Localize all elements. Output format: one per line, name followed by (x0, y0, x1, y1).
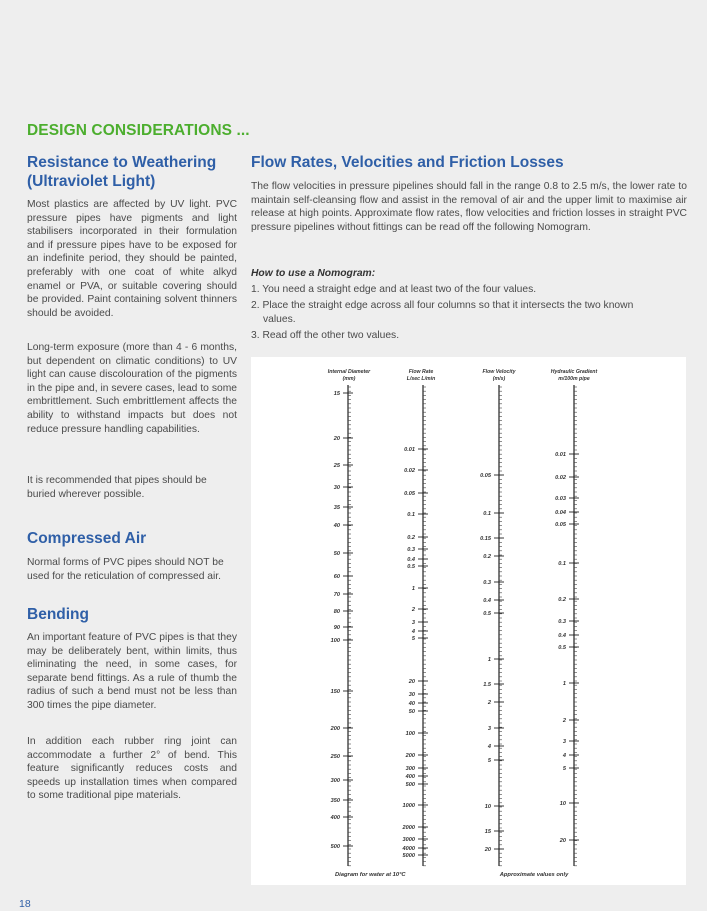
nomogram-footer-left: Diagram for water at 10°C (335, 872, 406, 878)
axis-header-unit: (m/s) (492, 376, 506, 382)
tick-label: 2 (487, 700, 491, 706)
tick-label: 0.2 (558, 597, 566, 603)
tick-label: 0.05 (404, 491, 415, 497)
compressed-air-title: Compressed Air (27, 530, 147, 547)
tick-label: 25 (333, 463, 340, 469)
tick-label: 250 (330, 754, 340, 760)
tick-label: 400 (330, 815, 340, 821)
tick-label: 400 (405, 774, 415, 780)
nomogram-footer-right: Approximate values only (499, 872, 569, 878)
tick-label: 20 (333, 436, 340, 442)
paragraph-text: The flow velocities in pressure pipelines should fall in the range 0.8 to 2.5 m/s, the lower rate to maintain self-cleansing flow and assist in the removal of air and the upper limit to maximise air release at high points. Approximate flow rates, flow velocities and friction losses in straight PVC pressure pipelines without fittings can be read off the following Nomogram. (251, 181, 687, 233)
tick-label: 0.05 (480, 473, 491, 479)
tick-label: 20 (484, 847, 491, 853)
tick-label: 3 (411, 620, 415, 626)
tick-label: 90 (333, 625, 340, 631)
tick-label: 3 (487, 726, 491, 732)
how-to-section (251, 268, 687, 343)
tick-label: 0.4 (483, 598, 491, 604)
tick-label: 0.4 (558, 633, 566, 639)
paragraph-text: In addition each rubber ring joint can accommodate a further 2° of bend. This feature significantly reduces costs and speeds up installation times when compared to some traditional pipe materials. (27, 736, 237, 802)
steps-list (251, 283, 687, 343)
axis-header: Hydraulic Gradient (550, 369, 598, 375)
tick-label: 35 (333, 505, 340, 511)
paragraph-text: It is recommended that pipes should be buried wherever possible. (27, 475, 207, 500)
tick-label: 3 (562, 739, 566, 745)
flow-section (251, 153, 687, 172)
tick-label: 40 (408, 701, 415, 707)
bending-para1 (27, 631, 237, 713)
tick-label: 0.5 (558, 645, 566, 651)
weathering-title-line2: (Ultraviolet Light) (27, 173, 156, 190)
weathering-para3 (27, 474, 237, 501)
tick-label: 0.02 (555, 475, 566, 481)
page-heading: DESIGN CONSIDERATIONS ... (27, 122, 250, 139)
axis-header-unit: (mm) (342, 376, 356, 382)
tick-label: 5 (411, 636, 415, 642)
tick-label: 0.1 (407, 512, 415, 518)
tick-label: 0.2 (483, 554, 491, 560)
tick-label: 15 (484, 829, 491, 835)
weathering-para1 (27, 198, 237, 320)
paragraph-text: An important feature of PVC pipes is that they may be deliberately bent, within limits, thus eliminating the need, in some cases, for separate bend fittings. As a rule of thumb the radius of such a bend must not be less than 300 times the pipe diameter. (27, 632, 237, 711)
bending-section (27, 605, 237, 624)
tick-label: 40 (333, 523, 340, 529)
tick-label: 70 (333, 592, 340, 598)
tick-label: 0.3 (558, 619, 566, 625)
tick-label: 300 (405, 766, 415, 772)
step-line: 3. Read off the other two values. (251, 330, 400, 341)
tick-label: 0.2 (407, 535, 415, 541)
tick-label: 10 (559, 801, 566, 807)
tick-label: 350 (330, 798, 340, 804)
tick-label: 1.5 (483, 682, 491, 688)
tick-label: 30 (333, 485, 340, 491)
axis-header: Flow Velocity (482, 369, 516, 375)
tick-label: 0.04 (555, 510, 566, 516)
tick-label: 0.3 (407, 547, 415, 553)
paragraph-text: Normal forms of PVC pipes should NOT be used for the reticulation of compressed air. (27, 557, 224, 582)
tick-label: 3000 (402, 837, 415, 843)
tick-label: 0.5 (483, 611, 491, 617)
tick-label: 0.03 (555, 496, 566, 502)
page-number: 18 (19, 898, 31, 910)
tick-label: 150 (330, 689, 340, 695)
tick-label: 20 (559, 838, 566, 844)
tick-label: 5 (487, 758, 491, 764)
tick-label: 50 (333, 551, 340, 557)
paragraph-text: Most plastics are affected by UV light. PVC pressure pipes have pigments and light stabilisers incorporated in their formulation and if pressure pipes have to be exposed for an indefinite period, they should be painted, preferably with one coat of white alkyd enamel or PVA, or suitable covering should be provided. Paint containing solvent thinners should be avoided. (27, 199, 237, 319)
tick-label: 15 (333, 391, 340, 397)
bending-title: Bending (27, 606, 89, 623)
tick-label: 1 (487, 657, 491, 663)
tick-label: 0.1 (558, 561, 566, 567)
tick-label: 0.3 (483, 580, 491, 586)
axis-header-unit: m/100m pipe (558, 376, 590, 382)
paragraph-text: Long-term exposure (more than 4 - 6 months, but dependent on climatic conditions) to UV light can cause discolouration of the pigments in the pipe and, in severe cases, lead to some embrittlement. Such embrittlement affects the ability to withstand impacts but does not reduce pressure handling capabilities. (27, 342, 237, 435)
flow-intro (251, 180, 687, 234)
tick-label: 1 (411, 586, 415, 592)
tick-label: 4 (487, 744, 491, 750)
tick-label: 1000 (402, 803, 415, 809)
tick-label: 80 (333, 609, 340, 615)
weathering-section (27, 153, 237, 191)
tick-label: 0.1 (483, 511, 491, 517)
how-to-title: How to use a Nomogram: (251, 268, 376, 279)
tick-label: 4000 (402, 846, 415, 852)
axis-header: Flow Rate (408, 369, 434, 375)
step-line: 2. Place the straight edge across all four columns so that it intersects the two known (251, 300, 634, 311)
nomogram-panel (251, 357, 686, 885)
tick-label: 2 (562, 718, 566, 724)
axis-header: Internal Diameter (327, 369, 371, 375)
tick-label: 0.01 (404, 447, 415, 453)
tick-label: 200 (330, 726, 340, 732)
tick-label: 60 (333, 574, 340, 580)
tick-label: 2 (411, 607, 415, 613)
compressed-air-text (27, 556, 237, 583)
tick-label: 500 (330, 844, 340, 850)
tick-label: 5 (562, 766, 566, 772)
tick-label: 5000 (402, 853, 415, 859)
tick-label: 30 (408, 692, 415, 698)
tick-label: 4 (411, 629, 415, 635)
tick-label: 20 (408, 679, 415, 685)
tick-label: 1 (562, 681, 566, 687)
compressed-air-section (27, 529, 237, 548)
tick-label: 10 (484, 804, 491, 810)
tick-label: 0.05 (555, 522, 566, 528)
tick-label: 100 (405, 731, 415, 737)
nomogram-chart (251, 357, 686, 885)
step-line: values. (263, 314, 296, 325)
tick-label: 4 (562, 753, 566, 759)
axis-header-unit: L/sec L/min (406, 376, 436, 382)
tick-label: 500 (405, 782, 415, 788)
tick-label: 50 (408, 709, 415, 715)
tick-label: 0.15 (480, 536, 491, 542)
weathering-title-line1: Resistance to Weathering (27, 154, 217, 171)
step-line: 1. You need a straight edge and at least two of the four values. (251, 284, 537, 295)
flow-title: Flow Rates, Velocities and Friction Losses (251, 154, 564, 171)
tick-label: 100 (330, 638, 340, 644)
tick-label: 0.02 (404, 468, 415, 474)
tick-label: 0.01 (555, 452, 566, 458)
weathering-para2 (27, 341, 237, 436)
tick-label: 2000 (402, 825, 415, 831)
tick-label: 0.5 (407, 564, 415, 570)
tick-label: 300 (330, 778, 340, 784)
tick-label: 0.4 (407, 557, 415, 563)
bending-para2 (27, 735, 237, 803)
tick-label: 200 (405, 753, 415, 759)
